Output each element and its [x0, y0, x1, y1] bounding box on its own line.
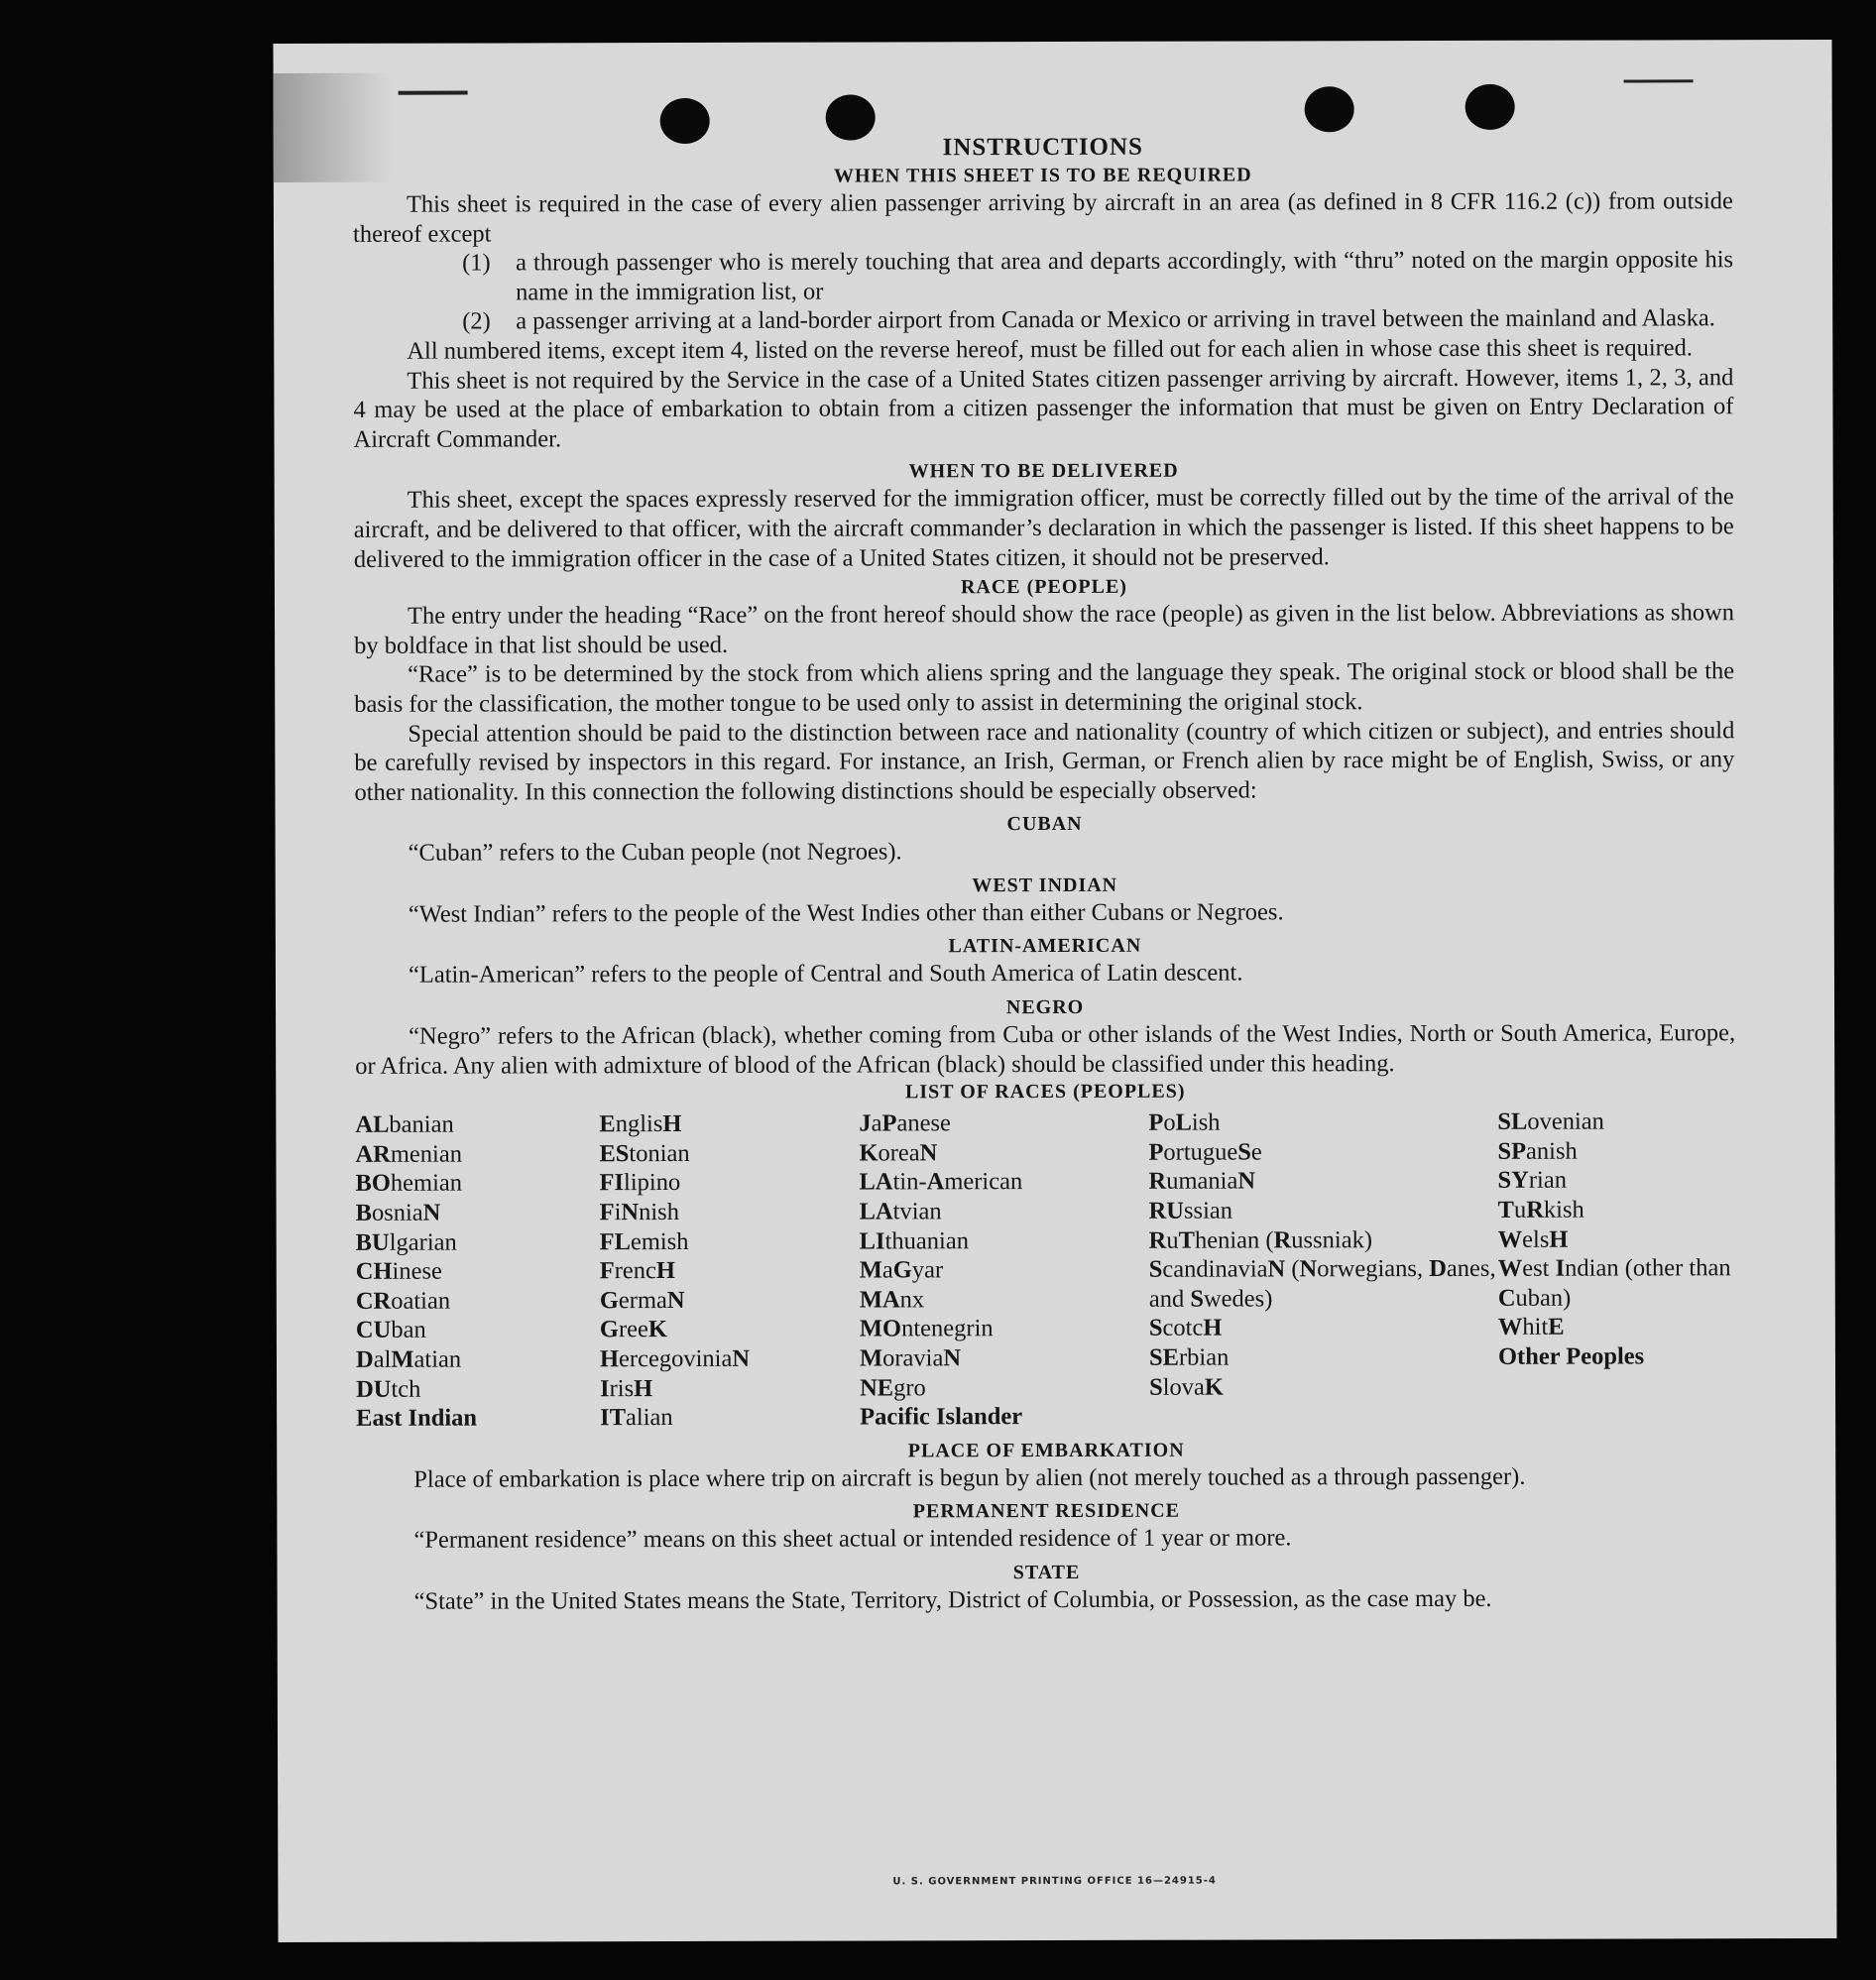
paragraph: This sheet, except the spaces expressly reserved for the immigration officer, must be correctly filled out by the time of the arrival of the aircraft, and be delivered to that officer, with the aircraft commander’s declaration in which the passenger is listed. If this sheet happens to be delivered to the immigration officer in the case of a United States citizen, it should not be preserved.	[353, 483, 1734, 573]
race-entry: MaGyar	[859, 1256, 944, 1284]
section-heading: PERMANENT RESIDENCE	[912, 1500, 1181, 1523]
race-entry: BUlgarian	[355, 1228, 457, 1256]
race-entry: JaPanese	[859, 1109, 951, 1137]
item-text: a through passenger who is merely touching that area and departs accordingly, with “thru” noted on the margin opposite his name in the immigration list, or	[516, 246, 1734, 306]
paragraph: All numbered items, except item 4, listed on the reverse hereof, must be filled out for each alien in whose case this sheet is required.	[407, 334, 1694, 365]
list-item	[462, 304, 1733, 337]
race-entry: BOhemian	[355, 1170, 463, 1198]
race-entry: TuRkish	[1497, 1196, 1584, 1223]
race-entry: PortugueSe	[1148, 1138, 1262, 1166]
race-list	[355, 1106, 1736, 1433]
punch-hole	[1466, 84, 1515, 130]
race-entry: WhitE	[1497, 1314, 1565, 1341]
paragraph: Special attention should be paid to the distinction between race and nationality (country of which citizen or subject), and entries should be carefully revised by inspectors in this regard. For instance, an Irish, German, or French alien by race might be of English, Swiss, or any other nationality. In this connection the following distinctions should be especially observed:	[354, 716, 1735, 806]
section-heading: WEST INDIAN	[972, 874, 1118, 897]
item-number: (1)	[462, 249, 491, 277]
race-entry: CUban	[355, 1317, 426, 1344]
race-entry: FrencH	[599, 1257, 675, 1285]
item-text: a passenger arriving at a land-border airport from Canada or Mexico or arriving in travel between the mainland and Alaska.	[516, 304, 1715, 335]
paragraph: Place of embarkation is place where trip on aircraft is begun by alien (not merely touched as a through passenger).	[413, 1462, 1526, 1493]
document-sheet	[273, 40, 1836, 1942]
race-column	[859, 1108, 1149, 1432]
section-heading: WHEN TO BE DELIVERED	[908, 460, 1179, 483]
section-heading: NEGRO	[1005, 995, 1085, 1019]
race-entry: Other Peoples	[1497, 1342, 1645, 1370]
race-entry: ScotcH	[1148, 1314, 1223, 1342]
race-entry: Pacific Islander	[860, 1403, 1023, 1431]
paragraph: “West Indian” refers to the people of the West Indies other than either Cubans or Negroes.	[408, 898, 1284, 928]
race-entry: LIthuanian	[859, 1226, 969, 1255]
race-entry: CRoatian	[355, 1287, 451, 1315]
paragraph: This sheet is required in the case of every alien passenger arriving by aircraft in an area (as defined in 8 CFR 116.2 (c)) from outside thereof except	[352, 187, 1733, 248]
section-heading: STATE	[1012, 1561, 1081, 1584]
race-entry: DUtch	[356, 1375, 421, 1403]
race-entry: FLemish	[599, 1227, 689, 1255]
scan-speck	[399, 91, 468, 95]
paragraph: “Negro” refers to the African (black), whether coming from Cuba or other islands of the West Indies, North or South America, Europe, or Africa. Any alien with admixture of blood of the African (black) should be classified under this heading.	[355, 1019, 1736, 1080]
race-entry: LAtin-American	[859, 1168, 1023, 1196]
race-entry: RUssian	[1148, 1197, 1233, 1224]
race-entry: FiNnish	[599, 1199, 679, 1226]
race-entry: SErbian	[1148, 1343, 1230, 1371]
race-entry: FIlipino	[599, 1169, 681, 1197]
race-entry: GermaN	[599, 1286, 685, 1315]
paragraph: “Permanent residence” means on this sheet actual or intended residence of 1 year or more.	[413, 1524, 1292, 1555]
race-entry: ARmenian	[355, 1140, 462, 1168]
paragraph: “Latin-American” refers to the people of Central and South America of Latin descent.	[408, 959, 1243, 990]
section-heading: CUBAN	[1006, 813, 1083, 836]
section-heading: RACE (PEOPLE)	[960, 575, 1127, 599]
paragraph: “State” in the United States means the State, Territory, District of Columbia, or Possession, as the case may be.	[413, 1584, 1492, 1615]
punch-hole	[1305, 86, 1354, 132]
race-entry: KoreaN	[859, 1139, 938, 1167]
race-entry: SLovenian	[1497, 1107, 1604, 1136]
race-entry: BosniaN	[355, 1199, 441, 1226]
race-entry: ITalian	[600, 1404, 673, 1432]
section-heading: LIST OF RACES (PEOPLES)	[904, 1080, 1186, 1104]
page-title: INSTRUCTIONS	[942, 133, 1143, 162]
race-entry: RuThenian (Russniak)	[1148, 1225, 1373, 1254]
race-entry: EnglisH	[599, 1110, 682, 1138]
race-column	[1148, 1107, 1498, 1431]
race-entry: WelsH	[1497, 1225, 1569, 1253]
race-entry: HercegoviniaN	[599, 1344, 751, 1373]
race-entry: PoLish	[1148, 1108, 1221, 1137]
race-entry: DalMatian	[355, 1345, 462, 1373]
race-entry: IrisH	[600, 1374, 653, 1402]
race-entry: NEgro	[860, 1373, 926, 1402]
race-entry: SYrian	[1497, 1167, 1567, 1195]
paragraph: This sheet is not required by the Service in the case of a United States citizen passenger arriving by aircraft. However, items 1, 2, 3, and 4 may be used at the place of embarkation to obtain from a citizen passenger the information that must be given on Entry Declaration of Aircraft Commander.	[353, 363, 1734, 453]
race-entry: GreeK	[599, 1316, 667, 1343]
race-entry: ALbanian	[355, 1110, 454, 1139]
race-entry: CHinese	[355, 1257, 442, 1286]
race-column	[599, 1109, 860, 1433]
instructions-content	[353, 131, 1737, 1616]
race-entry: EStonian	[599, 1139, 690, 1168]
race-entry: East Indian	[356, 1404, 478, 1433]
paragraph: “Cuban” refers to the Cuban people (not Negroes).	[408, 838, 902, 867]
race-entry: MAnx	[859, 1286, 925, 1314]
list-item	[462, 245, 1733, 307]
item-number: (2)	[462, 307, 491, 335]
scan-speck	[1624, 79, 1694, 82]
race-entry: MOntenegrin	[859, 1315, 994, 1342]
race-entry: MoraviaN	[859, 1344, 962, 1372]
section-heading: PLACE OF EMBARKATION	[907, 1439, 1185, 1462]
paragraph: The entry under the heading “Race” on the front hereof should show the race (people) as given in the list below. Abbreviations as shown by boldface in that list should be used.	[354, 599, 1735, 659]
race-entry: ScandinaviaN (Norwegians, Danes, and Swedes)	[1148, 1255, 1496, 1313]
race-entry: LAtvian	[859, 1198, 942, 1225]
race-entry: SPanish	[1497, 1137, 1578, 1165]
race-entry: RumaniaN	[1148, 1167, 1256, 1196]
race-entry: SlovaK	[1149, 1373, 1224, 1401]
race-column	[355, 1109, 600, 1433]
printer-imprint: U. S. GOVERNMENT PRINTING OFFICE 16—24915-4	[892, 1875, 1217, 1888]
section-heading: LATIN-AMERICAN	[948, 935, 1142, 958]
race-column	[1497, 1106, 1736, 1430]
section-heading: WHEN THIS SHEET IS TO BE REQUIRED	[833, 164, 1252, 187]
race-entry: West Indian (other than Cuban)	[1497, 1254, 1731, 1312]
paragraph: “Race” is to be determined by the stock from which aliens spring and the language they speak. The original stock or blood shall be the basis for the classification, the mother tongue to be used only to assist in determining the original stock.	[354, 657, 1735, 718]
